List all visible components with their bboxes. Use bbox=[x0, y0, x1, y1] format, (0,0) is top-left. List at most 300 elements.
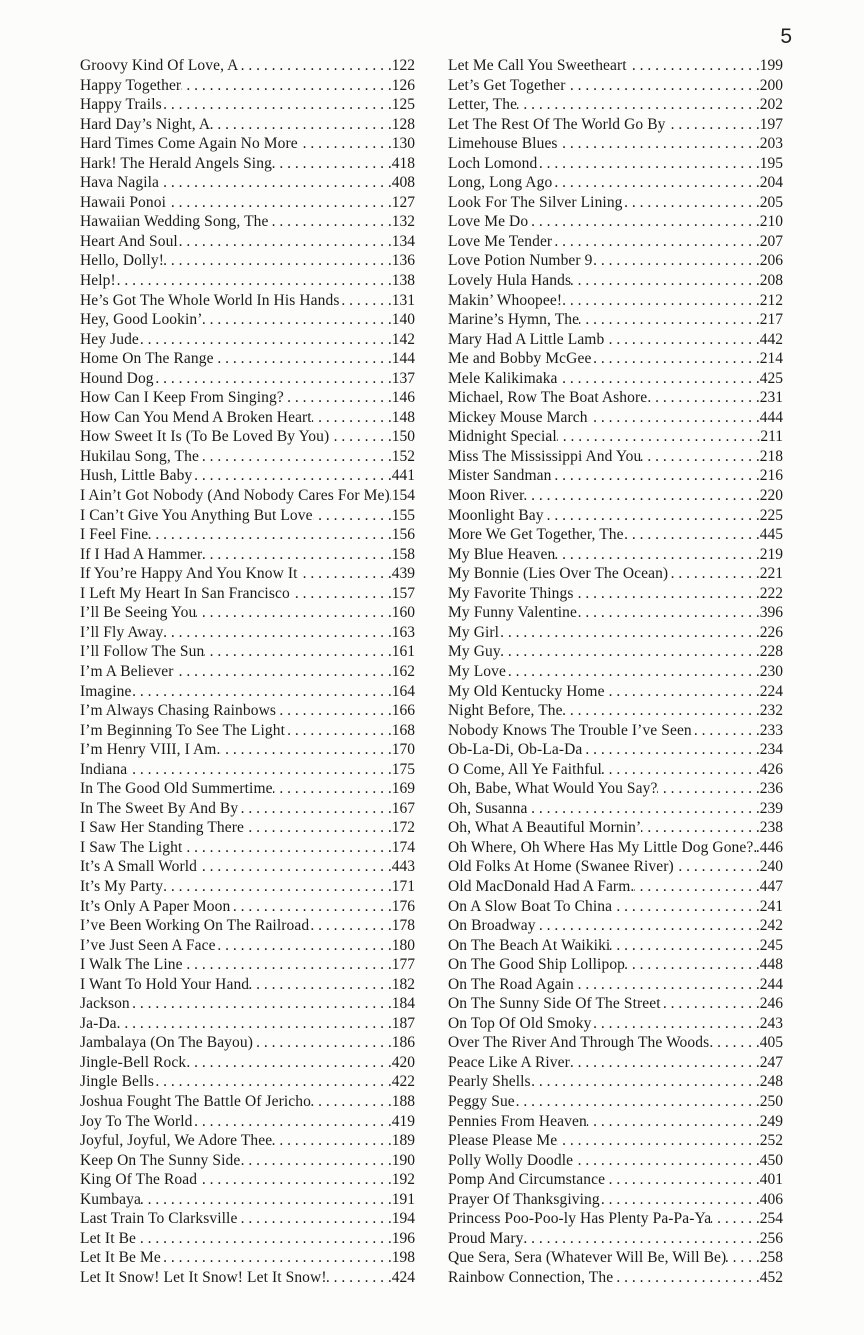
dot-leader bbox=[273, 779, 392, 799]
index-entry bbox=[448, 1248, 783, 1268]
song-page-number: 127 bbox=[391, 193, 415, 211]
index-entry bbox=[448, 721, 783, 741]
song-page-number: 126 bbox=[391, 76, 415, 94]
dot-leader bbox=[216, 936, 392, 956]
song-page-number: 178 bbox=[391, 917, 415, 935]
song-page-number: 160 bbox=[391, 604, 415, 622]
song-page-number: 240 bbox=[759, 858, 783, 876]
song-title: Joshua Fought The Battle Of Jericho bbox=[80, 1092, 311, 1110]
song-title: My Love bbox=[448, 662, 506, 680]
dot-leader bbox=[623, 193, 760, 213]
song-title: Moon River bbox=[448, 487, 525, 505]
song-page-number: 420 bbox=[391, 1053, 415, 1071]
index-entry bbox=[80, 466, 415, 486]
song-title: Jackson bbox=[80, 995, 130, 1013]
song-title: It’s Only A Paper Moon bbox=[80, 897, 231, 915]
song-page-number: 204 bbox=[759, 174, 783, 192]
dot-leader bbox=[154, 369, 392, 389]
song-page-number: 148 bbox=[391, 408, 415, 426]
song-title: Let It Be bbox=[80, 1229, 136, 1247]
dot-leader bbox=[203, 310, 392, 330]
index-entry bbox=[448, 662, 783, 682]
song-title: I’ll Be Seeing You bbox=[80, 604, 197, 622]
dot-leader bbox=[166, 193, 392, 213]
index-entry bbox=[448, 916, 783, 936]
index-entry bbox=[448, 955, 783, 975]
song-page-number: 164 bbox=[391, 682, 415, 700]
song-title: On Top Of Old Smoky bbox=[448, 1014, 592, 1032]
song-title: On A Slow Boat To China bbox=[448, 897, 613, 915]
song-page-number: 448 bbox=[759, 956, 783, 974]
song-title: On The Road Again bbox=[448, 975, 574, 993]
index-entry bbox=[80, 623, 415, 643]
dot-leader bbox=[127, 760, 392, 780]
song-page-number: 131 bbox=[391, 291, 415, 309]
song-title: Let Me Call You Sweetheart bbox=[448, 57, 627, 74]
song-page-number: 161 bbox=[391, 643, 415, 661]
song-title: How Can I Keep From Singing? bbox=[80, 389, 284, 407]
song-title: I’m A Believer bbox=[80, 662, 174, 680]
dot-leader bbox=[163, 877, 392, 897]
index-entry bbox=[448, 173, 783, 193]
song-page-number: 228 bbox=[759, 643, 783, 661]
dot-leader bbox=[523, 1229, 759, 1249]
index-entry bbox=[448, 76, 783, 96]
dot-leader bbox=[162, 95, 392, 115]
song-title: Last Train To Clarksville bbox=[80, 1210, 238, 1228]
dot-leader bbox=[214, 349, 392, 369]
song-title: Keep On The Sunny Side bbox=[80, 1151, 241, 1169]
index-entry bbox=[448, 310, 783, 330]
song-page-number: 162 bbox=[391, 662, 415, 680]
song-title: Hawaii Ponoi bbox=[80, 193, 167, 211]
song-title: I’m Beginning To See The Light bbox=[80, 721, 285, 739]
dot-leader bbox=[204, 642, 391, 662]
dot-leader bbox=[528, 212, 760, 232]
song-title: I’m Always Chasing Rainbows bbox=[80, 702, 277, 720]
index-entry bbox=[448, 232, 783, 252]
song-title: If You’re Happy And You Know It bbox=[80, 565, 298, 583]
song-page-number: 221 bbox=[759, 565, 783, 583]
dot-leader bbox=[657, 779, 759, 799]
dot-leader bbox=[641, 818, 760, 838]
song-page-number: 207 bbox=[759, 232, 783, 250]
song-title: Let It Snow! Let It Snow! Let It Snow! bbox=[80, 1268, 327, 1286]
index-entry bbox=[448, 427, 783, 447]
index-entry bbox=[80, 486, 415, 506]
index-entry bbox=[80, 682, 415, 702]
song-title: King Of The Road bbox=[80, 1171, 198, 1189]
song-title: Old MacDonald Had A Farm. bbox=[448, 877, 635, 895]
index-entry bbox=[80, 916, 415, 936]
dot-leader bbox=[339, 291, 391, 311]
index-entry bbox=[80, 330, 415, 350]
song-page-number: 446 bbox=[759, 838, 783, 856]
song-page-number: 163 bbox=[391, 623, 415, 641]
dot-leader bbox=[290, 584, 392, 604]
song-page-number: 225 bbox=[759, 506, 783, 524]
index-entry bbox=[80, 115, 415, 135]
dot-leader bbox=[238, 799, 392, 819]
index-entry bbox=[80, 349, 415, 369]
index-entry bbox=[448, 369, 783, 389]
song-title: Oh, Susanna bbox=[448, 799, 528, 817]
index-entry bbox=[80, 1033, 415, 1053]
dot-leader bbox=[197, 857, 392, 877]
index-entry bbox=[80, 525, 415, 545]
dot-leader bbox=[220, 740, 391, 760]
song-page-number: 233 bbox=[759, 721, 783, 739]
index-entry bbox=[80, 721, 415, 741]
song-page-number: 247 bbox=[759, 1053, 783, 1071]
song-page-number: 443 bbox=[391, 858, 415, 876]
dot-leader bbox=[186, 1053, 392, 1073]
index-entry bbox=[448, 857, 783, 877]
song-title: Let’s Get Together bbox=[448, 76, 566, 94]
song-title: How Can You Mend A Broken Heart bbox=[80, 408, 312, 426]
dot-leader bbox=[298, 564, 392, 584]
song-page-number: 128 bbox=[391, 115, 415, 133]
dot-leader bbox=[558, 134, 760, 154]
dot-leader bbox=[692, 721, 760, 741]
song-title: I’ve Been Working On The Railroad bbox=[80, 917, 310, 935]
song-page-number: 172 bbox=[391, 819, 415, 837]
index-entry bbox=[448, 701, 783, 721]
index-entry bbox=[80, 271, 415, 291]
song-title: Long, Long Ago bbox=[448, 174, 553, 192]
song-title: I Left My Heart In San Francisco bbox=[80, 584, 290, 602]
song-title: On The Sunny Side Of The Street bbox=[448, 995, 661, 1013]
song-title: Proud Mary bbox=[448, 1229, 524, 1247]
dot-leader bbox=[515, 1092, 760, 1112]
song-page-number: 447 bbox=[759, 877, 783, 895]
dot-leader bbox=[196, 603, 391, 623]
index-entry bbox=[80, 897, 415, 917]
dot-leader bbox=[562, 291, 760, 311]
dot-leader bbox=[537, 154, 759, 174]
song-title: Nobody Knows The Trouble I’ve Seen bbox=[448, 721, 692, 739]
song-title: Love Me Tender bbox=[448, 232, 553, 250]
song-page-number: 136 bbox=[391, 252, 415, 270]
index-entry bbox=[448, 1014, 783, 1034]
song-title: Makin’ Whoopee! bbox=[448, 291, 563, 309]
dot-leader bbox=[313, 506, 392, 526]
index-entry bbox=[80, 193, 415, 213]
index-entry bbox=[448, 1151, 783, 1171]
song-page-number: 142 bbox=[391, 330, 415, 348]
dot-leader bbox=[272, 154, 392, 174]
song-page-number: 196 bbox=[391, 1229, 415, 1247]
index-entry bbox=[448, 388, 783, 408]
dot-leader bbox=[570, 1053, 760, 1073]
dot-leader bbox=[181, 76, 392, 96]
dot-leader bbox=[174, 662, 392, 682]
song-title: I Walk The Line bbox=[80, 956, 183, 974]
song-title: Love Potion Number 9 bbox=[448, 252, 593, 270]
song-title: Joy To The World bbox=[80, 1112, 193, 1130]
dot-leader bbox=[647, 388, 760, 408]
index-entry bbox=[80, 857, 415, 877]
song-page-number: 194 bbox=[391, 1210, 415, 1228]
song-page-number: 150 bbox=[391, 428, 415, 446]
index-entry bbox=[448, 818, 783, 838]
song-page-number: 197 bbox=[759, 115, 783, 133]
song-title: On Broadway bbox=[448, 917, 536, 935]
song-title: O Come, All Ye Faithful bbox=[448, 760, 602, 778]
dot-leader bbox=[517, 95, 760, 115]
song-title: I Can’t Give You Anything But Love bbox=[80, 506, 313, 524]
song-page-number: 190 bbox=[391, 1151, 415, 1169]
dot-leader bbox=[276, 701, 392, 721]
song-page-number: 232 bbox=[759, 702, 783, 720]
song-title: Indiana bbox=[80, 760, 128, 778]
dot-leader bbox=[164, 251, 392, 271]
dot-leader bbox=[544, 506, 760, 526]
song-title: Pearly Shells bbox=[448, 1073, 531, 1091]
song-page-number: 212 bbox=[759, 291, 783, 309]
song-title: Mister Sandman bbox=[448, 467, 552, 485]
song-title: Please Please Me bbox=[448, 1132, 558, 1150]
dot-leader bbox=[612, 897, 760, 917]
song-title: I Ain’t Got Nobody (And Nobody Cares For Me) bbox=[80, 487, 390, 505]
song-title: Jingle-Bell Rock bbox=[80, 1053, 187, 1071]
song-title: My Blue Heaven bbox=[448, 545, 556, 563]
dot-leader bbox=[579, 310, 760, 330]
song-page-number: 205 bbox=[759, 193, 783, 211]
index-entry bbox=[448, 1092, 783, 1112]
song-page-number: 214 bbox=[759, 350, 783, 368]
song-page-number: 219 bbox=[759, 545, 783, 563]
song-page-number: 168 bbox=[391, 721, 415, 739]
song-title: If I Had A Hammer bbox=[80, 545, 203, 563]
index-entry bbox=[80, 1014, 415, 1034]
song-page-number: 169 bbox=[391, 780, 415, 798]
index-entry bbox=[80, 447, 415, 467]
dot-leader bbox=[524, 486, 759, 506]
index-entry bbox=[80, 1072, 415, 1092]
song-title: Loch Lomond bbox=[448, 154, 538, 172]
song-page-number: 186 bbox=[391, 1034, 415, 1052]
dot-leader bbox=[130, 994, 392, 1014]
dot-leader bbox=[666, 115, 760, 135]
index-entry bbox=[448, 1170, 783, 1190]
dot-leader bbox=[501, 642, 760, 662]
dot-leader bbox=[593, 251, 760, 271]
index-entry bbox=[80, 369, 415, 389]
song-title: Hark! The Herald Angels Sing bbox=[80, 154, 272, 172]
song-page-number: 419 bbox=[391, 1112, 415, 1130]
index-entry bbox=[80, 1268, 415, 1288]
song-page-number: 140 bbox=[391, 311, 415, 329]
dot-leader bbox=[726, 1248, 759, 1268]
song-title: My Guy bbox=[448, 643, 501, 661]
dot-leader bbox=[327, 1268, 392, 1288]
song-title: Hawaiian Wedding Song, The bbox=[80, 213, 269, 231]
song-title: Me and Bobby McGee bbox=[448, 350, 592, 368]
index-entry bbox=[448, 525, 783, 545]
dot-leader bbox=[161, 1248, 392, 1268]
song-title: It’s A Small World bbox=[80, 858, 197, 876]
index-entry bbox=[80, 251, 415, 271]
index-entry bbox=[80, 95, 415, 115]
index-entry bbox=[448, 506, 783, 526]
index-entry bbox=[448, 1190, 783, 1210]
index-entry bbox=[448, 545, 783, 565]
index-entry bbox=[80, 779, 415, 799]
song-page-number: 184 bbox=[391, 995, 415, 1013]
dot-leader bbox=[602, 760, 760, 780]
song-page-number: 452 bbox=[759, 1268, 783, 1286]
song-page-number: 208 bbox=[759, 272, 783, 290]
dot-leader bbox=[552, 232, 760, 252]
index-entry bbox=[80, 740, 415, 760]
song-page-number: 202 bbox=[759, 96, 783, 114]
index-entry bbox=[80, 408, 415, 428]
dot-leader bbox=[627, 56, 760, 76]
index-entry bbox=[80, 76, 415, 96]
dot-leader bbox=[210, 115, 392, 135]
song-page-number: 154 bbox=[391, 487, 415, 505]
index-entry bbox=[80, 212, 415, 232]
song-page-number: 250 bbox=[759, 1092, 783, 1110]
song-title: Joyful, Joyful, We Adore Thee bbox=[80, 1132, 273, 1150]
song-title: Midnight Special bbox=[448, 428, 557, 446]
song-title: Let The Rest Of The World Go By bbox=[448, 115, 666, 133]
dot-leader bbox=[117, 1014, 392, 1034]
song-page-number: 450 bbox=[759, 1151, 783, 1169]
song-page-number: 234 bbox=[759, 741, 783, 759]
dot-leader bbox=[178, 232, 392, 252]
index-entry bbox=[80, 154, 415, 174]
song-page-number: 125 bbox=[391, 96, 415, 114]
index-entry bbox=[448, 584, 783, 604]
index-entry bbox=[448, 1209, 783, 1229]
song-page-number: 252 bbox=[759, 1132, 783, 1150]
index-entry bbox=[80, 506, 415, 526]
dot-leader bbox=[674, 857, 760, 877]
song-title: I’ll Follow The Sun bbox=[80, 643, 205, 661]
song-page-number: 177 bbox=[391, 956, 415, 974]
song-title: I Want To Hold Your Hand bbox=[80, 975, 250, 993]
song-page-number: 170 bbox=[391, 741, 415, 759]
index-entry bbox=[80, 1209, 415, 1229]
dot-leader bbox=[634, 877, 759, 897]
index-entry bbox=[448, 466, 783, 486]
index-entry bbox=[448, 330, 783, 350]
song-title: I’m Henry VIII, I Am. bbox=[80, 741, 221, 759]
index-entry bbox=[80, 818, 415, 838]
song-page-number: 441 bbox=[391, 467, 415, 485]
song-page-number: 188 bbox=[391, 1092, 415, 1110]
song-title: Limehouse Blues bbox=[448, 135, 558, 153]
song-page-number: 130 bbox=[391, 135, 415, 153]
song-page-number: 191 bbox=[391, 1190, 415, 1208]
index-entry bbox=[80, 56, 415, 76]
song-page-number: 146 bbox=[391, 389, 415, 407]
dot-leader bbox=[240, 1151, 391, 1171]
song-page-number: 396 bbox=[759, 604, 783, 622]
index-entry bbox=[448, 897, 783, 917]
index-entry bbox=[80, 799, 415, 819]
song-page-number: 442 bbox=[759, 330, 783, 348]
dot-leader bbox=[625, 955, 760, 975]
song-title: Marine’s Hymn, The bbox=[448, 311, 580, 329]
dot-leader bbox=[312, 408, 392, 428]
index-entry bbox=[80, 1190, 415, 1210]
song-page-number: 189 bbox=[391, 1132, 415, 1150]
index-entry bbox=[80, 1151, 415, 1171]
index-entry bbox=[448, 291, 783, 311]
song-title: Hard Day’s Night, A bbox=[80, 115, 211, 133]
song-title: Imagine bbox=[80, 682, 132, 700]
dot-leader bbox=[563, 701, 760, 721]
dot-leader bbox=[230, 897, 391, 917]
song-page-number: 218 bbox=[759, 447, 783, 465]
song-page-number: 439 bbox=[391, 565, 415, 583]
index-entry bbox=[80, 584, 415, 604]
dot-leader bbox=[668, 564, 760, 584]
index-entry bbox=[80, 955, 415, 975]
song-page-number: 222 bbox=[759, 584, 783, 602]
dot-leader bbox=[197, 1170, 392, 1190]
song-page-number: 246 bbox=[759, 995, 783, 1013]
song-title: Mele Kalikimaka bbox=[448, 369, 558, 387]
song-page-number: 244 bbox=[759, 975, 783, 993]
index-entry bbox=[448, 115, 783, 135]
dot-leader bbox=[249, 975, 392, 995]
song-title: Look For The Silver Lining bbox=[448, 193, 623, 211]
song-title: Peace Like A River bbox=[448, 1053, 570, 1071]
song-page-number: 220 bbox=[759, 487, 783, 505]
song-title: My Old Kentucky Home bbox=[448, 682, 605, 700]
song-title: Hello, Dolly! bbox=[80, 252, 164, 270]
dot-leader bbox=[148, 525, 391, 545]
dot-leader bbox=[131, 682, 391, 702]
song-title: Happy Trails bbox=[80, 96, 162, 114]
song-title: Mary Had A Little Lamb bbox=[448, 330, 605, 348]
dot-leader bbox=[527, 799, 759, 819]
song-title: Let It Be Me bbox=[80, 1249, 161, 1267]
index-entry bbox=[448, 779, 783, 799]
song-title: Night Before, The bbox=[448, 702, 563, 720]
dot-leader bbox=[587, 1112, 760, 1132]
song-title: Home On The Range bbox=[80, 350, 214, 368]
index-entry bbox=[448, 1053, 783, 1073]
dot-leader bbox=[566, 76, 760, 96]
song-title: Pomp And Circumstance bbox=[448, 1171, 606, 1189]
index-column-right bbox=[448, 56, 783, 1287]
song-title: I Saw The Light bbox=[80, 838, 183, 856]
song-title: Oh Where, Oh Where Has My Little Dog Gone?. bbox=[448, 838, 758, 856]
song-title: Princess Poo-Poo-ly Has Plenty Pa-Pa-Ya bbox=[448, 1210, 712, 1228]
song-title: Ja-Da bbox=[80, 1014, 117, 1032]
song-page-number: 217 bbox=[759, 311, 783, 329]
index-entry bbox=[448, 603, 783, 623]
song-title: Michael, Row The Boat Ashore bbox=[448, 389, 648, 407]
song-page-number: 426 bbox=[759, 760, 783, 778]
dot-leader bbox=[709, 1033, 760, 1053]
song-title: Lovely Hula Hands bbox=[448, 272, 572, 290]
song-title: More We Get Together, The bbox=[448, 526, 624, 544]
song-title: Old Folks At Home (Swanee River) bbox=[448, 858, 674, 876]
song-page-number: 422 bbox=[391, 1073, 415, 1091]
song-title: Hukilau Song, The bbox=[80, 447, 199, 465]
song-title: Miss The Mississippi And You bbox=[448, 447, 642, 465]
song-page-number: 236 bbox=[759, 780, 783, 798]
index-entry bbox=[448, 975, 783, 995]
dot-leader bbox=[116, 271, 392, 291]
song-title: Hey, Good Lookin’ bbox=[80, 311, 203, 329]
